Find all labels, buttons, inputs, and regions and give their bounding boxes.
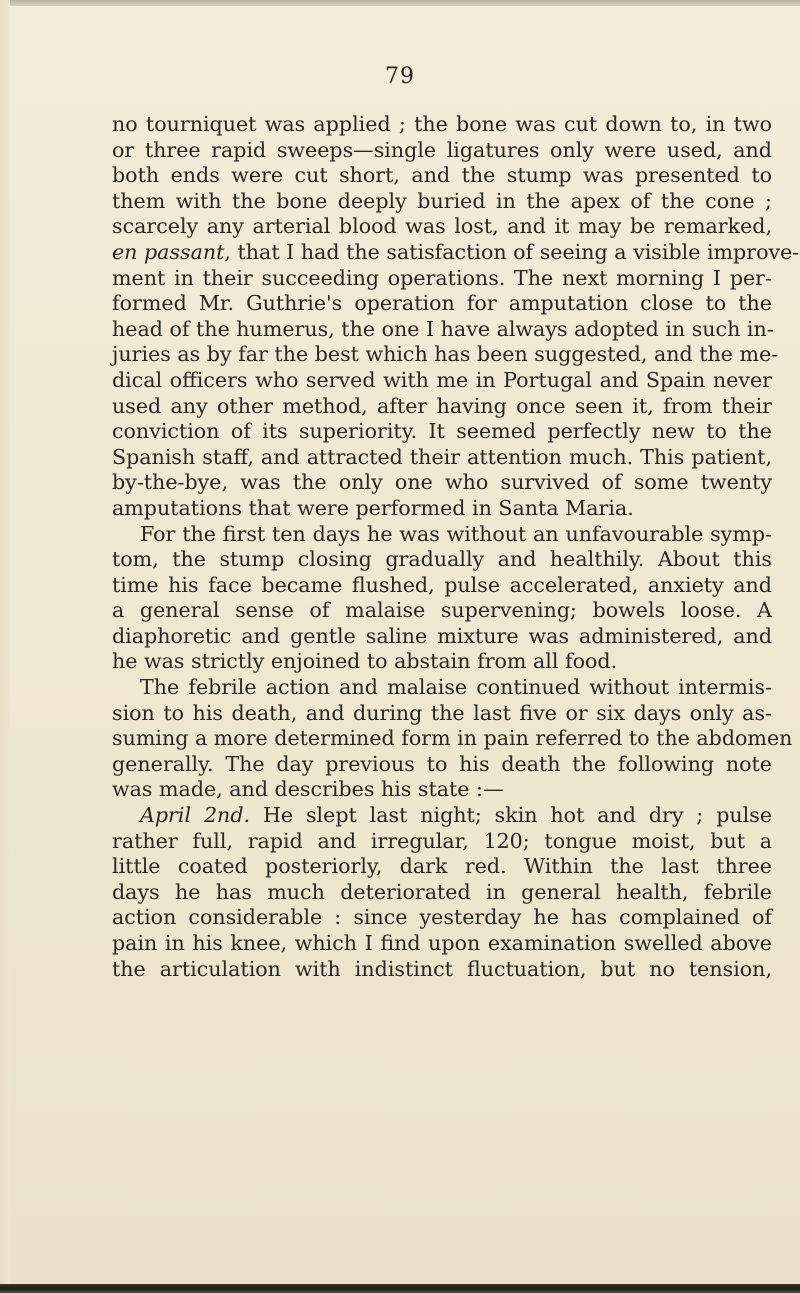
text-line: en passant, that I had the satisfaction of seeing a visible improve- — [112, 239, 800, 264]
text-line: formed Mr. Guthrie's operation for amputation close to the — [112, 291, 772, 316]
text-line: head of the humerus, the one I have always adopted in such in- — [112, 316, 774, 341]
text-line: diaphoretic and gentle saline mixture was administered, and — [112, 623, 772, 648]
text-line: suming a more determined form in pain referred to the abdomen — [112, 726, 793, 751]
text-line: scarcely any arterial blood was lost, and it may be remarked, — [112, 214, 772, 239]
text-line: the articulation with indistinct fluctuation, but no tension, — [112, 956, 772, 981]
left-page-edge — [0, 0, 10, 1293]
text-line: dical officers who served with me in Portugal and Spain never — [112, 367, 772, 392]
text-line: he was strictly enjoined to abstain from all food. — [112, 649, 618, 674]
text-line: The febrile action and malaise continued without intermis- — [140, 675, 772, 700]
text-line: by-the-bye, was the only one who survived of some twenty — [112, 470, 772, 495]
italic-date: April 2nd. — [140, 803, 251, 828]
text-line: juries as by far the best which has been suggested, and the me- — [112, 342, 779, 367]
body-text — [112, 112, 800, 982]
text-line: no tourniquet was applied ; the bone was cut down to, in two — [112, 112, 772, 136]
text-line: amputations that were performed in Santa Maria. — [112, 495, 634, 520]
text-line: little coated posteriorly, dark red. Within the last three — [112, 854, 772, 879]
text-line: For the first ten days he was without an unfavourable symp- — [140, 521, 772, 546]
text-line: pain in his knee, which I find upon examination swelled above — [112, 931, 772, 955]
text-line: conviction of its superiority. It seemed perfectly new to the — [112, 419, 772, 444]
text-line: generally. The day previous to his death the following note — [112, 751, 772, 776]
text-line: time his face became flushed, pulse accelerated, anxiety and — [112, 572, 772, 597]
page-number: 79 — [385, 64, 415, 89]
text-line: or three rapid sweeps—single ligatures only were used, and — [112, 137, 772, 162]
text-line: used any other method, after having once seen it, from their — [112, 393, 772, 418]
text-line: tom, the stump closing gradually and healthily. About this — [112, 547, 772, 572]
text-line: ment in their succeeding operations. The next morning I per- — [112, 265, 772, 290]
text-line: both ends were cut short, and the stump was presented to — [112, 163, 772, 188]
text-line: Spanish staff, and attracted their attention much. This patient, — [112, 444, 772, 469]
text-line: April 2nd. He slept last night; skin hot and dry ; pulse — [140, 803, 773, 828]
text-line: days he has much deteriorated in general health, febrile — [112, 879, 772, 904]
top-page-edge — [0, 0, 800, 6]
text-line: action considerable : since yesterday he has complained of — [112, 905, 772, 930]
text-line: a general sense of malaise supervening; bowels loose. A — [112, 598, 772, 623]
italic-phrase: en passant — [112, 239, 225, 264]
text-line: was made, and describes his state :— — [112, 777, 504, 802]
text-line: sion to his death, and during the last five or six days only as- — [112, 700, 772, 725]
bottom-page-edge — [0, 1284, 800, 1293]
text-line: rather full, rapid and irregular, 120; tongue moist, but a — [112, 828, 772, 853]
text-line: them with the bone deeply buried in the apex of the cone ; — [112, 188, 772, 213]
